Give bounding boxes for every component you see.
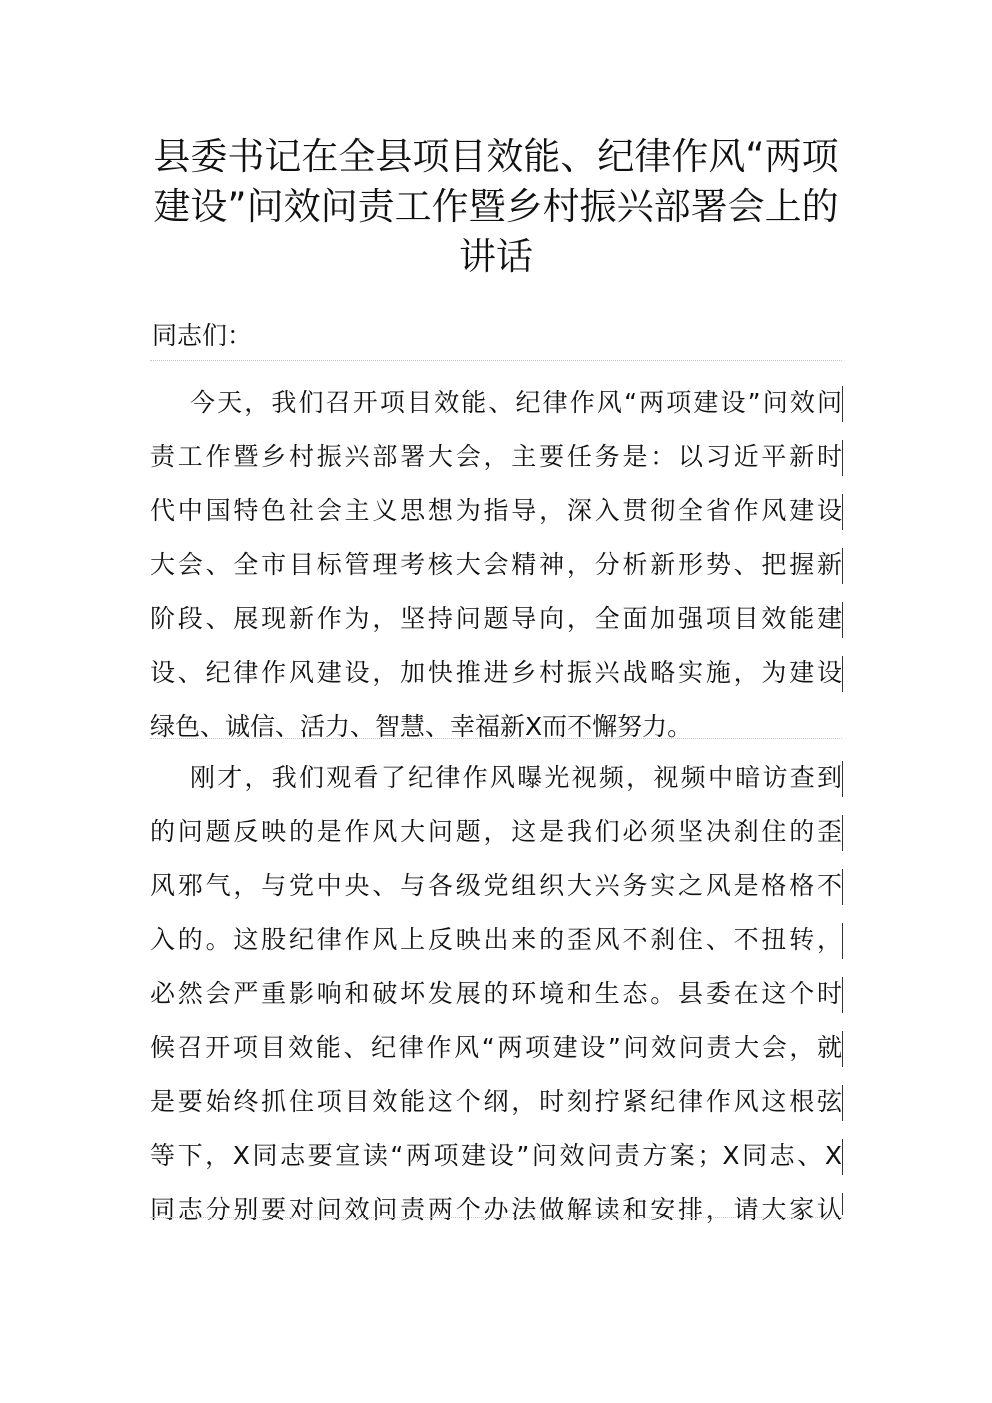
- paragraph-line: 今天，我们召开项目效能、纪律作风“两项建设”问效问: [190, 388, 842, 417]
- paragraph-line: 候召开项目效能、纪律作风“两项建设”问效问责大会，就: [150, 1033, 842, 1062]
- margin-mark: [842, 656, 843, 692]
- paragraph-line: 入的。这股纪律作风上反映出来的歪风不刹住、不扭转，: [150, 925, 842, 954]
- title-line: 县委书记在全县项目效能、纪律作风“两项: [153, 135, 839, 178]
- paragraph-line: 大会、全市目标管理考核大会精神，分析新形势、把握新: [150, 550, 842, 579]
- paragraph-line: 代中国特色社会主义思想为指导，深入贯彻全省作风建设: [150, 496, 842, 525]
- margin-mark: [842, 440, 843, 476]
- title-line: 建设”问效问责工作暨乡村振兴部署会上的: [153, 185, 839, 228]
- margin-mark: [842, 602, 843, 638]
- paragraph-line: 必然会严重影响和破坏发展的环境和生态。县委在这个时: [150, 979, 842, 1008]
- margin-mark: [842, 761, 843, 797]
- margin-mark: [842, 815, 843, 851]
- paragraph-line: 刚才，我们观看了纪律作风曝光视频，视频中暗访查到: [190, 763, 842, 792]
- margin-mark: [842, 977, 843, 1013]
- paragraph-line: 风邪气，与党中央、与各级党组织大兴务实之风是格格不: [150, 871, 842, 900]
- paragraph-line: 阶段、展现新作为，坚持问题导向，全面加强项目效能建: [150, 604, 842, 633]
- separator-rule: [150, 738, 842, 739]
- paragraph-line: 设、纪律作风建设，加快推进乡村振兴战略实施，为建设: [150, 658, 842, 687]
- paragraph-1: [150, 376, 842, 754]
- paragraph-2: [150, 751, 842, 1237]
- margin-mark: [842, 869, 843, 905]
- salutation: 同志们：: [152, 321, 253, 350]
- paragraph-line: 是要始终抓住项目效能这个纲，时刻拧紧纪律作风这根弦: [150, 1087, 842, 1116]
- margin-mark: [842, 923, 843, 959]
- paragraph-line: 责工作暨乡村振兴部署大会，主要任务是：以习近平新时: [150, 442, 842, 471]
- margin-mark: [842, 548, 843, 584]
- paragraph-line: 的问题反映的是作风大问题，这是我们必须坚决刹住的歪: [150, 817, 842, 846]
- paragraph-line: 等下，X同志要宣读“两项建设”问效问责方案；X同志、X: [150, 1141, 842, 1170]
- margin-mark: [842, 386, 843, 422]
- margin-mark: [842, 1193, 843, 1215]
- separator-rule: [150, 360, 842, 361]
- margin-mark: [842, 494, 843, 530]
- document-title: [140, 132, 852, 282]
- separator-rule: [150, 1217, 842, 1218]
- margin-mark: [842, 1031, 843, 1067]
- paragraph-line: 同志分别要对问效问责两个办法做解读和安排，请大家认: [150, 1195, 842, 1224]
- margin-mark: [842, 1085, 843, 1121]
- margin-mark: [842, 1139, 843, 1175]
- paragraph-line: 绿色、诚信、活力、智慧、幸福新X而不懈努力。: [150, 712, 693, 741]
- title-line: 讲话: [459, 235, 533, 278]
